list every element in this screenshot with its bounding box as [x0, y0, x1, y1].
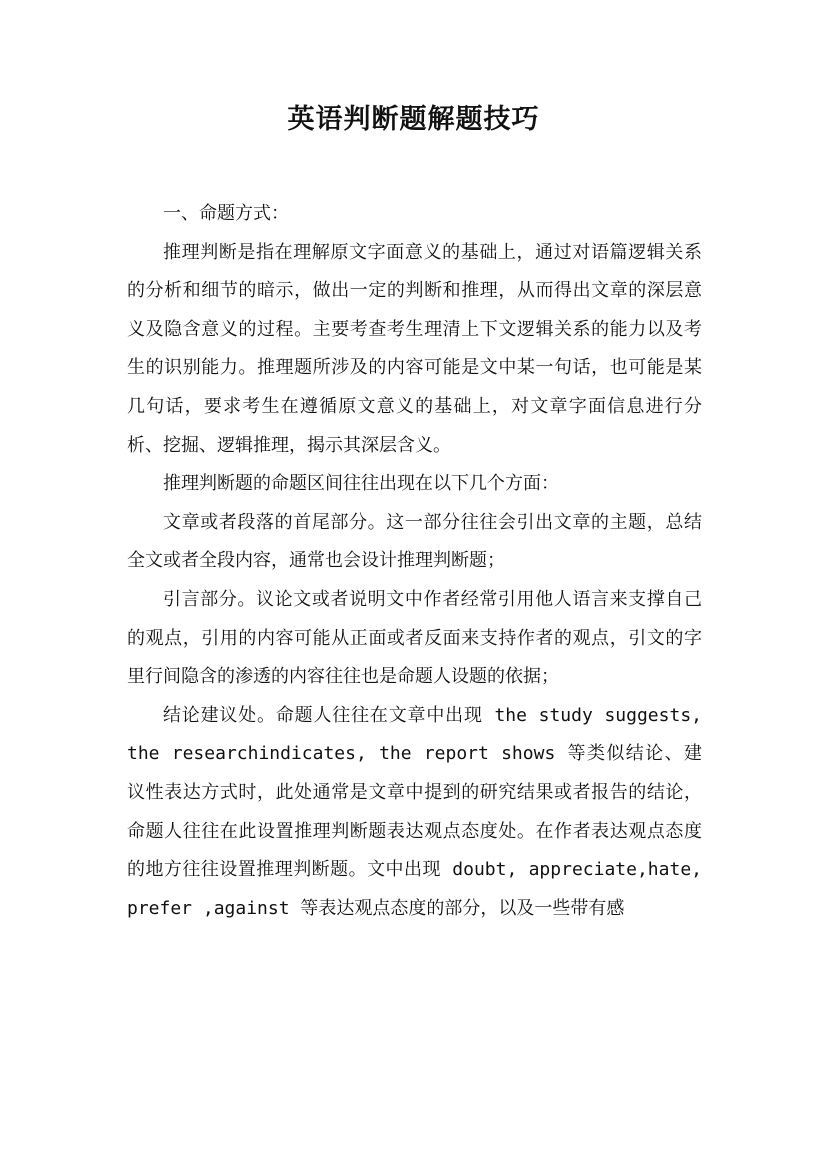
paragraph-question-locations-intro: 推理判断题的命题区间往往出现在以下几个方面：: [163, 473, 559, 495]
paragraph-quotations: 引言部分。议论文或者说明文中作者经常引用他人语言来支撑自己的观点，引用的内容可能从正面或者反面来支持作者的观点，引文的字里行间隐含的渗透的内容往往也是命题人设题的依据；: [127, 588, 702, 688]
paragraph-beginning-and-end: 文章或者段落的首尾部分。这一部分往往会引出文章的主题，总结全文或者全段内容，通常也会设计推理判断题；: [127, 511, 702, 572]
document-title: 英语判断题解题技巧: [287, 104, 540, 135]
paragraph-conclusions-and-attitudes: 结论建议处。命题人往往在文章中出现 the study suggests, the researchindicates, the report shows 等类似结论、建议性表达方式时，此处通常是文章中提到的研究结果或者报告的结论，命题人往往在此设置推理判断题表达观点态度处。在作者表达观点态度的地方往往设置推理判断题。文中出现 doubt, appreciate,hate, prefer ,against 等表达观点态度的部分，以及一些带有感: [127, 704, 702, 919]
paragraph-inference-definition: 推理判断是指在理解原文字面意义的基础上，通过对语篇逻辑关系的分析和细节的暗示，做出一定的判断和推理，从而得出文章的深层意义及隐含意义的过程。主要考查考生理清上下文逻辑关系的能力以及考生的识别能力。推理题所涉及的内容可能是文中某一句话，也可能是某几句话，要求考生在遵循原文意义的基础上，对文章字面信息进行分析、挖掘、逻辑推理，揭示其深层含义。: [127, 241, 702, 456]
section-heading: 一、命题方式：: [163, 203, 289, 224]
document-body: [127, 195, 702, 928]
